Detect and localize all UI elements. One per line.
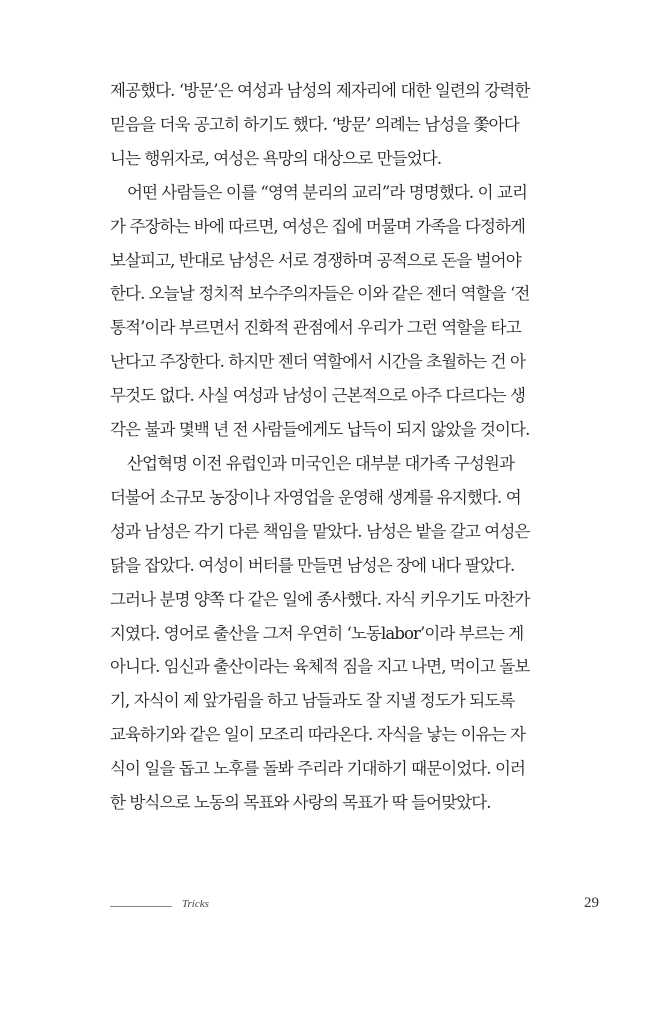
text-line: 교육하기와 같은 일이 모조리 따라온다. 자식을 낳는 이유는 자 xyxy=(110,725,526,745)
text-line: 지였다. 영어로 출산을 그저 우연히 ‘노동labor’이라 부르는 게 xyxy=(110,623,524,643)
running-title: Tricks xyxy=(182,898,209,910)
text-line: 어떤 사람들은 이를 “영역 분리의 교리”라 명명했다. 이 교리 xyxy=(127,182,528,202)
paragraph xyxy=(110,176,584,447)
body-text xyxy=(110,74,584,820)
text-line: 한다. 오늘날 정치적 보수주의자들은 이와 같은 젠더 역할을 ‘전 xyxy=(110,284,530,304)
page-footer xyxy=(110,895,599,918)
text-line: 니는 행위자로, 여성은 욕망의 대상으로 만들었다. xyxy=(110,148,442,168)
footer-rule xyxy=(110,906,172,907)
text-line: 통적’이라 부르면서 진화적 관점에서 우리가 그런 역할을 타고 xyxy=(110,318,521,338)
text-line: 기, 자식이 제 앞가림을 하고 남들과도 잘 지낼 정도가 되도록 xyxy=(110,691,515,711)
text-line: 보살피고, 반대로 남성은 서로 경쟁하며 공적으로 돈을 벌어야 xyxy=(110,250,521,270)
text-line: 아니다. 임신과 출산이라는 육체적 짐을 지고 나면, 먹이고 돌보 xyxy=(110,657,530,677)
text-line: 가 주장하는 바에 따르면, 여성은 집에 머물며 가족을 다정하게 xyxy=(110,216,526,236)
page-number: 29 xyxy=(584,895,599,911)
text-line: 성과 남성은 각기 다른 책임을 맡았다. 남성은 밭을 갈고 여성은 xyxy=(110,521,530,541)
text-line: 무것도 없다. 사실 여성과 남성이 근본적으로 아주 다르다는 생 xyxy=(110,386,526,406)
text-line: 그러나 분명 양쪽 다 같은 일에 종사했다. 자식 키우기도 마찬가 xyxy=(110,589,530,609)
text-line: 한 방식으로 노동의 목표와 사랑의 목표가 딱 들어맞았다. xyxy=(110,793,491,813)
paragraph xyxy=(110,447,584,820)
paragraph xyxy=(110,74,584,176)
text-line: 각은 불과 몇백 년 전 사람들에게도 납득이 되지 않았을 것이다. xyxy=(110,420,530,440)
text-line: 믿음을 더욱 공고히 하기도 했다. ‘방문’ 의례는 남성을 쫓아다 xyxy=(110,114,519,134)
text-line: 제공했다. ‘방문’은 여성과 남성의 제자리에 대한 일련의 강력한 xyxy=(110,81,530,100)
text-line: 더불어 소규모 농장이나 자영업을 운영해 생계를 유지했다. 여 xyxy=(110,487,521,507)
text-line: 식이 일을 돕고 노후를 돌봐 주리라 기대하기 때문이었다. 이러 xyxy=(110,759,526,779)
text-line: 닭을 잡았다. 여성이 버터를 만들면 남성은 장에 내다 팔았다. xyxy=(110,555,515,575)
text-line: 난다고 주장한다. 하지만 젠더 역할에서 시간을 초월하는 건 아 xyxy=(110,352,526,372)
text-line: 산업혁명 이전 유럽인과 미국인은 대부분 대가족 구성원과 xyxy=(127,453,515,473)
